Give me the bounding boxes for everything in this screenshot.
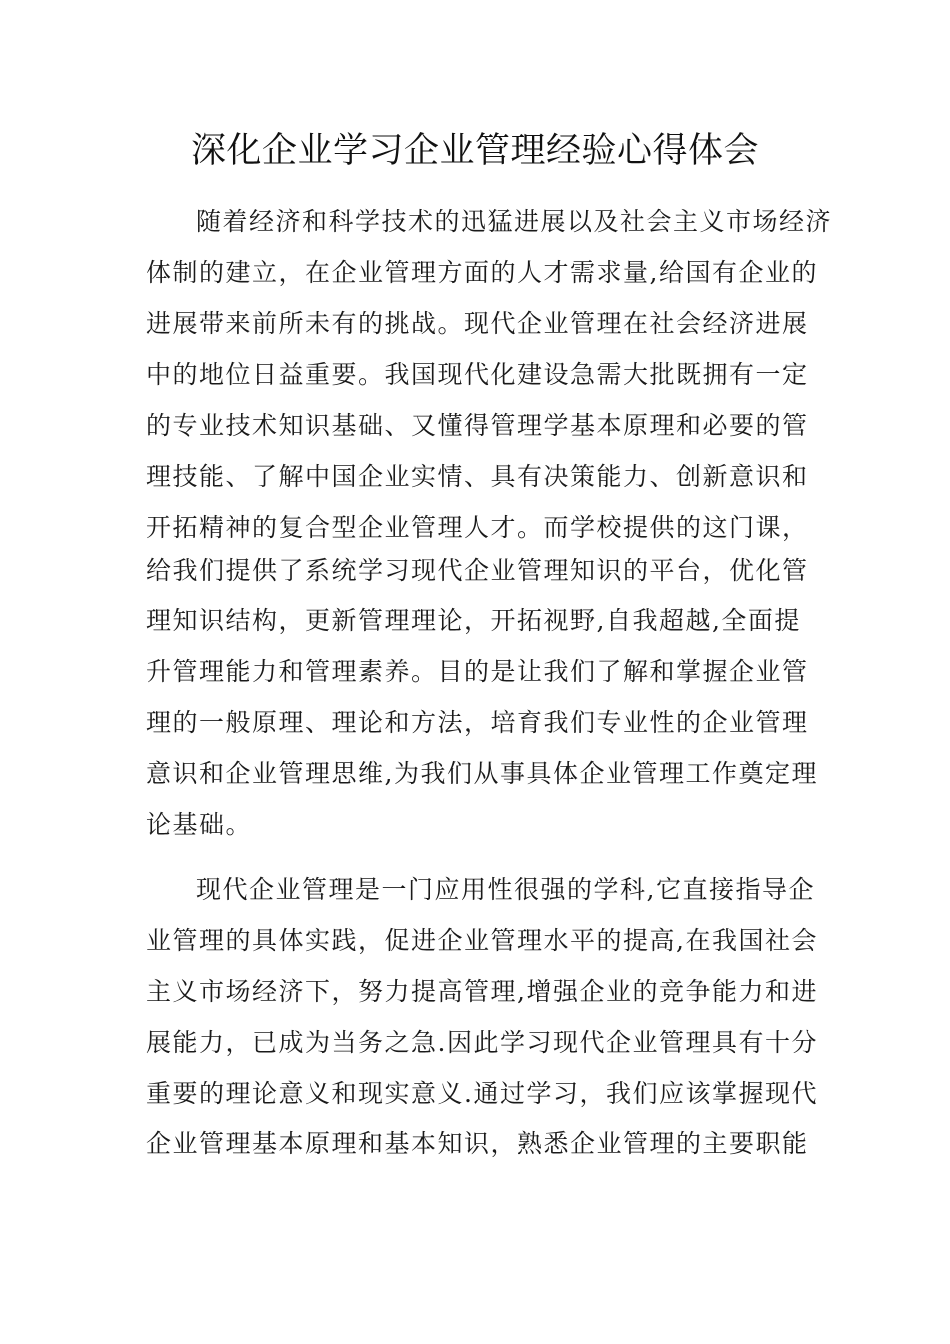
paragraph-line: 理知识结构，更新管理理论，开拓视野,自我超越,全面提 bbox=[146, 606, 801, 635]
paragraph-line: 随着经济和科学技术的迅猛进展以及社会主义市场经济 bbox=[196, 207, 833, 236]
paragraph-line: 理的一般原理、理论和方法，培育我们专业性的企业管理 bbox=[146, 708, 809, 737]
paragraph-line: 重要的理论意义和现实意义.通过学习，我们应该掌握现代 bbox=[146, 1079, 818, 1108]
document-title: 深化企业学习企业管理经验心得体会 bbox=[190, 131, 759, 171]
paragraph-line: 主义市场经济下，努力提高管理,增强企业的竞争能力和进 bbox=[146, 977, 818, 1006]
paragraph-line: 展能力，已成为当务之急.因此学习现代企业管理具有十分 bbox=[146, 1028, 818, 1057]
paragraph-line: 论基础。 bbox=[146, 810, 253, 839]
paragraph-line: 给我们提供了系统学习现代企业管理知识的平台，优化管 bbox=[146, 556, 809, 585]
paragraph-line: 体制的建立，在企业管理方面的人才需求量,给国有企业的 bbox=[146, 258, 818, 287]
paragraph-line: 开拓精神的复合型企业管理人才。而学校提供的这门课， bbox=[146, 513, 809, 542]
paragraph-line: 企业管理基本原理和基本知识，熟悉企业管理的主要职能 bbox=[146, 1129, 809, 1158]
paragraph-line: 业管理的具体实践，促进企业管理水平的提高,在我国社会 bbox=[146, 926, 818, 955]
paragraph-line: 意识和企业管理思维,为我们从事具体企业管理工作奠定理 bbox=[146, 759, 818, 788]
paragraph-line: 进展带来前所未有的挑战。现代企业管理在社会经济进展 bbox=[146, 309, 809, 338]
paragraph-line: 中的地位日益重要。我国现代化建设急需大批既拥有一定 bbox=[146, 360, 809, 389]
paragraph-line: 升管理能力和管理素养。目的是让我们了解和掌握企业管 bbox=[146, 657, 809, 686]
paragraph-line: 的专业技术知识基础、又懂得管理学基本原理和必要的管 bbox=[146, 411, 809, 440]
paragraph-line: 现代企业管理是一门应用性很强的学科,它直接指导企 bbox=[196, 875, 815, 904]
paragraph-line: 理技能、了解中国企业实情、具有决策能力、创新意识和 bbox=[146, 462, 809, 491]
